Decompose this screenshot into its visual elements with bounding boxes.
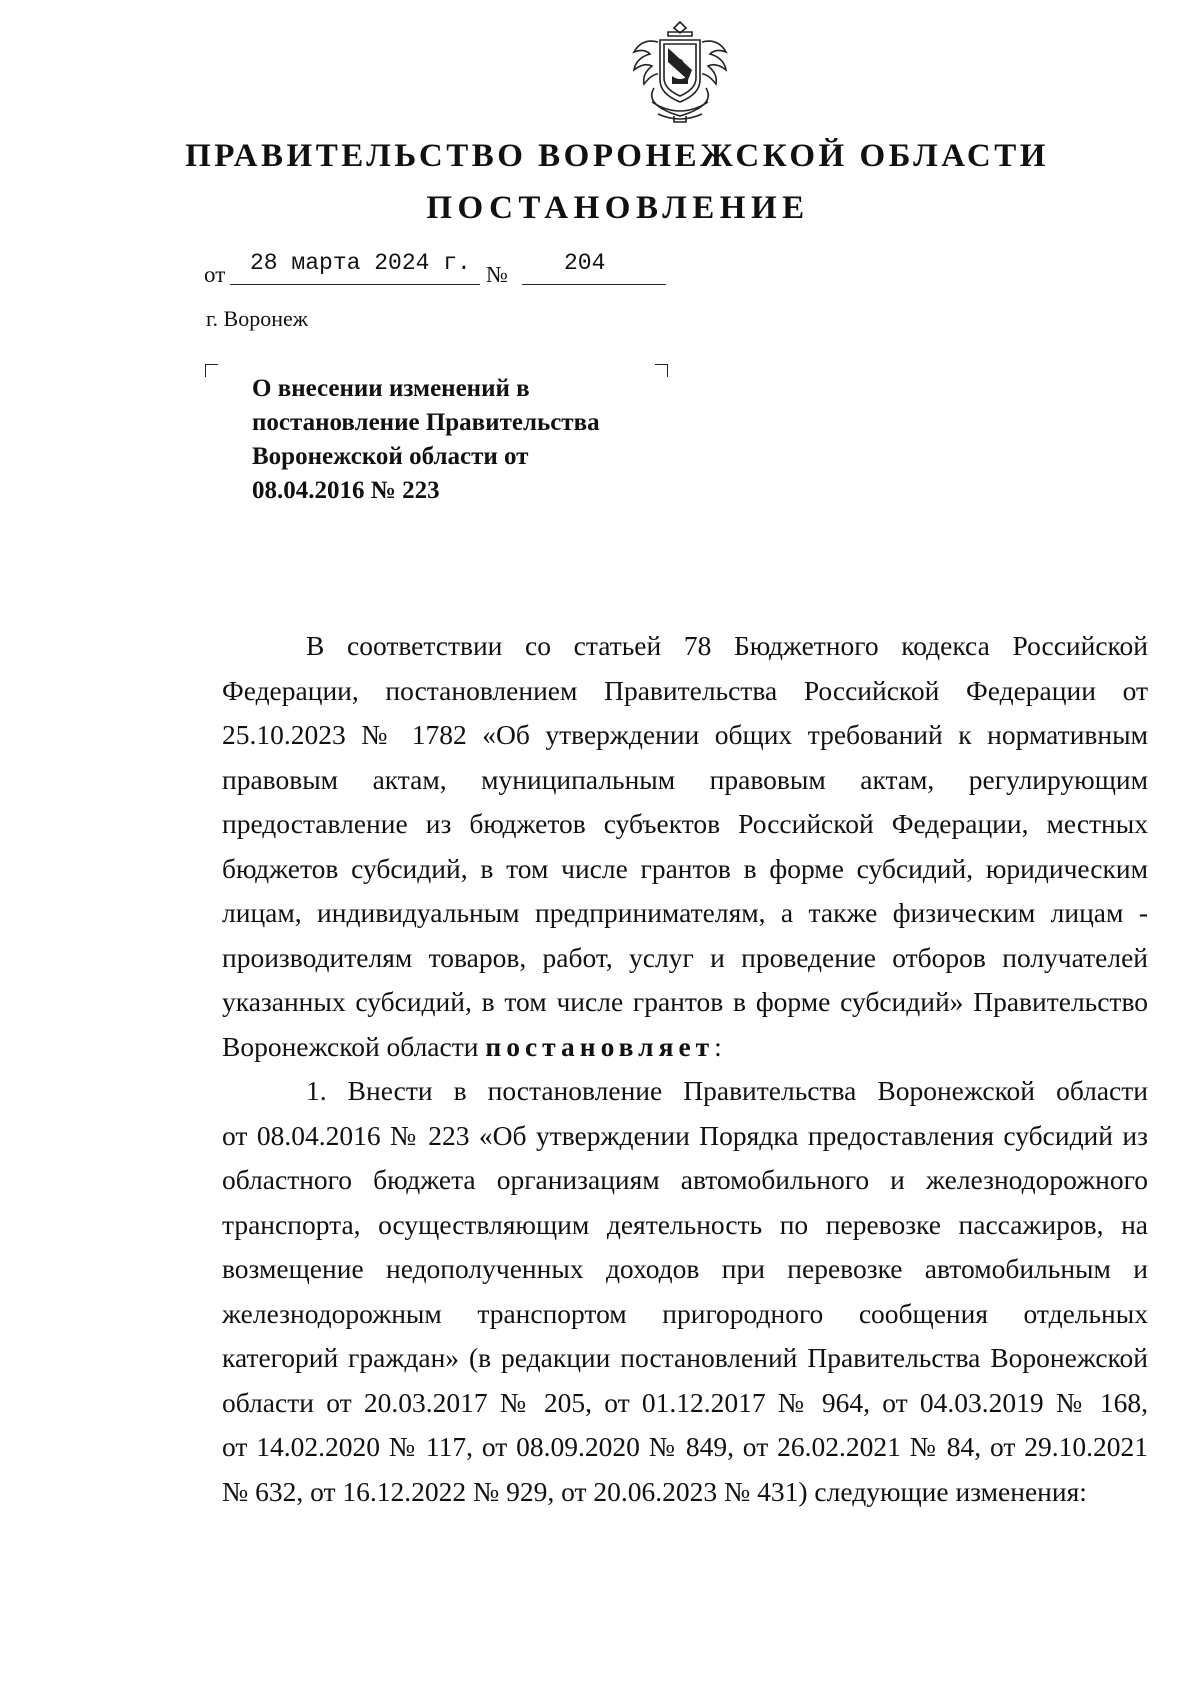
number-underline [522,284,666,285]
coat-of-arms-icon [624,18,736,126]
document-date: 28 марта 2024 г. [250,250,471,276]
body-line: области от 20.03.2017 № 205, от 01.12.2017 № 964, от 04.03.2019 № 168, [222,1386,1148,1418]
subject-line: постановление Правительства [252,409,600,436]
body-line: Федерации, постановлением Правительства Российской Федерации от [222,674,1148,706]
body-line: категорий граждан» (в редакции постановлений Правительства Воронежской [222,1342,1148,1373]
document-body [222,624,1148,1514]
subject-line: Воронежской области от [252,443,529,470]
government-title: ПРАВИТЕЛЬСТВО ВОРОНЕЖСКОЙ ОБЛАСТИ [185,138,1049,174]
date-underline [230,284,480,285]
body-line: лицам, индивидуальным предпринимателям, а также физическим лицам - [222,897,1148,928]
subject-line: 08.04.2016 № 223 [252,477,440,504]
body-line: правовым актам, муниципальным правовым актам, регулирующим [222,763,1148,795]
subject-bracket-left [205,364,218,377]
body-line: производителям товаров, работ, услуг и проведение отборов получателей [222,941,1148,973]
document-subject [252,372,600,508]
body-line: В соответствии со статьей 78 Бюджетного кодекса Российской [306,630,1148,661]
body-line: предоставление из бюджетов субъектов Российской Федерации, местных [222,808,1148,839]
body-line: от 08.04.2016 № 223 «Об утверждении Порядка предоставления субсидий из [222,1119,1148,1151]
body-line: указанных субсидий, в том числе грантов в форме субсидий» Правительство [222,986,1148,1017]
resolution-colon: : [714,1030,722,1062]
body-line: 1. Внести в постановление Правительства Воронежской области [306,1075,1148,1106]
body-line: бюджетов субсидий, в том числе грантов в форме субсидий, юридическим [222,852,1148,884]
body-line: от 14.02.2020 № 117, от 08.09.2020 № 849, от 26.02.2021 № 84, от 29.10.2021 [222,1431,1148,1462]
body-line-resolution [222,1025,1148,1070]
subject-line: О внесении изменений в [252,375,530,402]
subject-bracket-right [655,364,668,377]
date-number-line [204,250,674,290]
body-line: № 632, от 16.12.2022 № 929, от 20.06.2023 № 431) следующие изменения: [222,1475,1087,1507]
document-number: 204 [564,250,606,276]
body-line-text: Воронежской области [222,1030,486,1062]
resolution-word: постановляет [485,1030,715,1062]
body-line: возмещение недополученных доходов при перевозке автомобильным и [222,1253,1148,1284]
city-name: г. Воронеж [206,306,308,331]
body-line: областного бюджета организациям автомобильного и железнодорожного [222,1164,1148,1195]
body-line: транспорта, осуществляющим деятельность по перевозке пассажиров, на [222,1208,1148,1240]
number-label: № [486,262,508,287]
date-from-label: от [204,262,226,287]
body-line: 25.10.2023 № 1782 «Об утверждении общих требований к нормативным [222,719,1148,750]
body-line: железнодорожным транспортом пригородного сообщения отдельных [222,1297,1148,1329]
document-type-title: ПОСТАНОВЛЕНИЕ [426,190,810,226]
